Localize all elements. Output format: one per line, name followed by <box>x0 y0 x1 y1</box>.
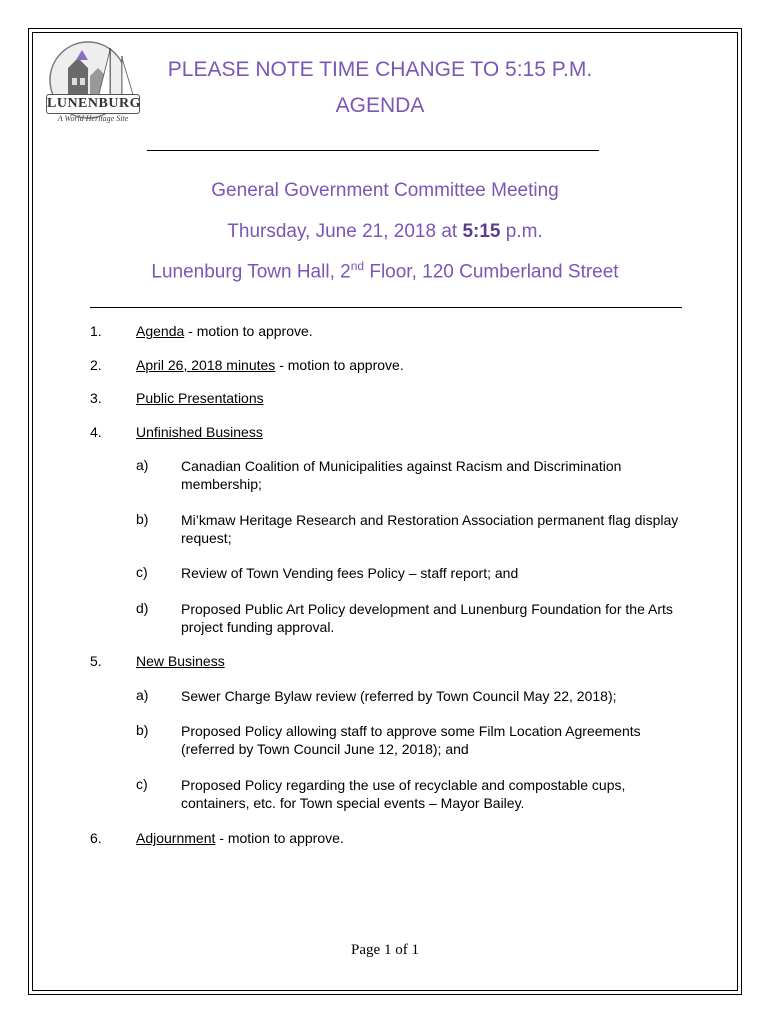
item-number: 6. <box>90 830 102 846</box>
sub-item-letter: b) <box>136 722 149 738</box>
item-number: 2. <box>90 357 102 373</box>
sub-item-text: Mi’kmaw Heritage Research and Restoration Association permanent flag display request; <box>181 512 679 546</box>
adjournment-link[interactable]: Adjournment <box>136 830 216 846</box>
sub-item-text: Canadian Coalition of Municipalities against Racism and Discrimination membership; <box>181 458 622 492</box>
sub-item-text: Review of Town Vending fees Policy – staff report; and <box>181 565 519 581</box>
page-number: Page 1 of 1 <box>351 942 419 958</box>
item-number: 3. <box>90 390 102 406</box>
meeting-datetime: Thursday, June 21, 2018 at 5:15 p.m. <box>227 221 543 242</box>
new-business-link[interactable]: New Business <box>136 653 225 669</box>
agenda-item: Adjournment - motion to approve. <box>136 830 344 846</box>
sub-item-text: Proposed Public Art Policy development and Lunenburg Foundation for the Arts project funding approval. <box>181 601 673 635</box>
time-change-notice: PLEASE NOTE TIME CHANGE TO 5:15 P.M. <box>167 58 593 81</box>
section-divider <box>90 307 682 308</box>
sub-item-letter: c) <box>136 564 148 580</box>
agenda-heading: AGENDA <box>335 94 425 117</box>
agenda-item <box>136 653 225 669</box>
item-number: 4. <box>90 424 102 440</box>
header-divider <box>147 150 599 151</box>
sub-item-letter: c) <box>136 776 148 792</box>
agenda-item: April 26, 2018 minutes - motion to approve. <box>136 357 404 373</box>
unfinished-business-link[interactable]: Unfinished Business <box>136 424 263 440</box>
minutes-link[interactable]: April 26, 2018 minutes <box>136 357 276 373</box>
agenda-item <box>136 390 264 406</box>
item-number: 5. <box>90 653 102 669</box>
sub-item-text: Sewer Charge Bylaw review (referred by Town Council May 22, 2018); <box>181 688 617 704</box>
sub-item-letter: a) <box>136 457 149 473</box>
sub-item-text: Proposed Policy allowing staff to approve some Film Location Agreements (referred by Town Council June 12, 2018); and <box>181 723 641 757</box>
agenda-link[interactable]: Agenda <box>136 323 185 339</box>
sub-item-letter: b) <box>136 511 149 527</box>
logo-tagline: A World Heritage Site <box>57 114 129 123</box>
logo-wordmark: LUNENBURG <box>46 94 140 114</box>
meeting-location: Lunenburg Town Hall, 2nd Floor, 120 Cumberland Street <box>151 259 619 283</box>
sub-item-letter: d) <box>136 600 149 616</box>
sub-item-letter: a) <box>136 687 149 703</box>
public-presentations-link[interactable]: Public Presentations <box>136 390 264 406</box>
meeting-title: General Government Committee Meeting <box>211 180 559 201</box>
sub-item-text: Proposed Policy regarding the use of recyclable and compostable cups, containers, etc. for Town special events – Mayor Bailey. <box>181 777 626 811</box>
agenda-item: Agenda - motion to approve. <box>136 323 313 339</box>
item-number: 1. <box>90 323 102 339</box>
agenda-item <box>136 424 263 440</box>
